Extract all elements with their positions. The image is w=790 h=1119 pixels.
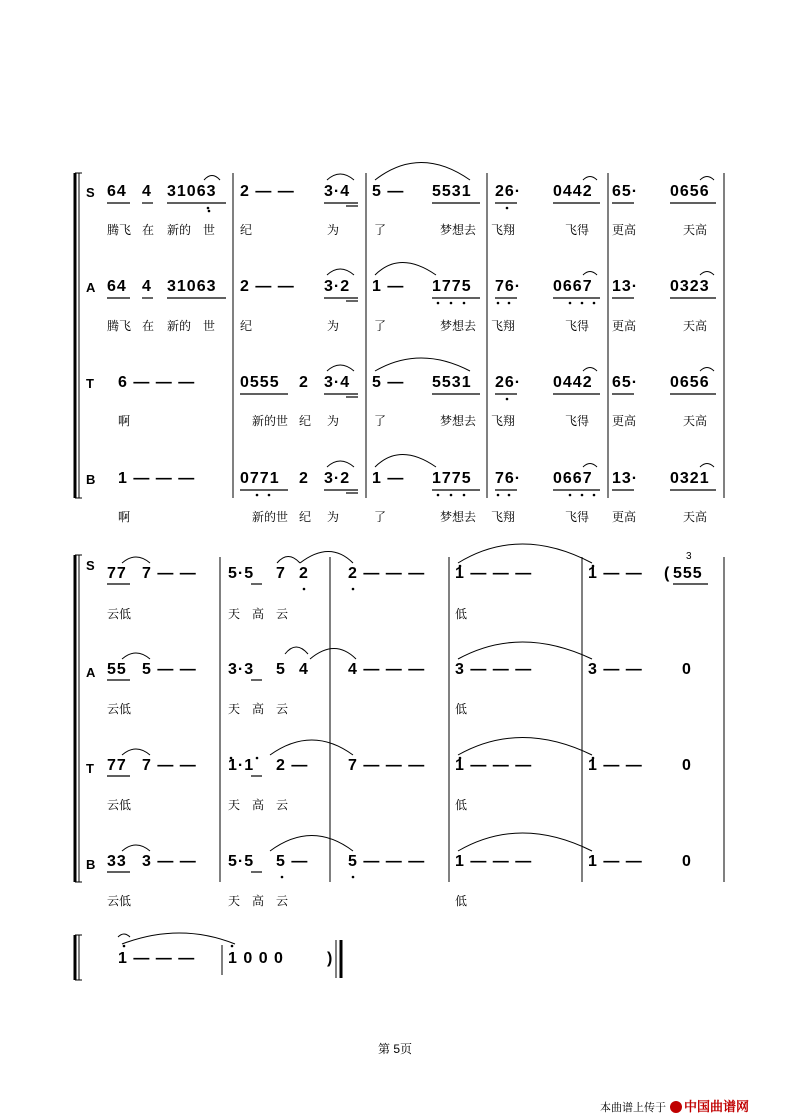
note-group: 3 — — [142, 853, 197, 870]
lyric: 梦想去 [440, 319, 477, 333]
lyric: 飞翔 [491, 319, 516, 333]
note-group: 64 [107, 278, 127, 295]
note-group: 1775 [432, 278, 472, 295]
lyric: 飞得 [565, 223, 590, 237]
lyric: 天高 [683, 319, 708, 333]
lyric: 为 [327, 319, 340, 333]
note-group: 65· [612, 374, 639, 391]
part-label-soprano: S [86, 558, 95, 573]
system2-brace [75, 555, 82, 882]
system1-brace [75, 173, 82, 498]
note-group: 1 — [372, 278, 405, 295]
note-group: 76· [495, 470, 522, 487]
lyric: 为 [327, 414, 340, 428]
note-group: 1 — — [588, 757, 643, 774]
note-group: 7 — — [142, 757, 197, 774]
lyric: 了 [374, 414, 387, 428]
note-group: 1775 [432, 470, 472, 487]
part-label-bass: B [86, 472, 96, 487]
note-group: 3 — — — [455, 661, 533, 678]
note-group: 5 [276, 661, 286, 678]
system3-slurs [118, 933, 235, 944]
note-group: 77 [107, 565, 127, 582]
lyric: 了 [374, 319, 387, 333]
lyric: 飞翔 [491, 223, 516, 237]
note-group: 31063 [167, 278, 217, 295]
lyric: 低 [455, 702, 468, 716]
lyric: 啊 [118, 414, 131, 428]
note-group: 0656 [670, 374, 710, 391]
lyric: 天 [228, 894, 241, 908]
lyric: 云低 [107, 702, 132, 716]
note-group: 1 — — — [118, 470, 196, 487]
note-group: 5 — [372, 183, 405, 200]
lyric: 啊 [118, 510, 131, 524]
part-label-soprano: S [86, 185, 95, 200]
note-group: 3 — — [588, 661, 643, 678]
lyric: 新的世 [252, 510, 289, 524]
note-group: 1 — — [588, 853, 643, 870]
note-group: 1 — — [588, 565, 643, 582]
note-group: 0667 [553, 470, 593, 487]
note-group: 2 [299, 374, 309, 391]
note-group: 5 — — — [348, 853, 426, 870]
lyric: 飞得 [565, 414, 590, 428]
note-group: 33 [107, 853, 127, 870]
system2-barlines [220, 557, 724, 882]
note-group: 1 — — — [455, 565, 533, 582]
lyric: 天高 [683, 510, 708, 524]
note-group: 5 — [372, 374, 405, 391]
note-group: 7 [276, 565, 286, 582]
note-group: 13· [612, 278, 639, 295]
note-group: 0323 [670, 278, 710, 295]
note-group: 64 [107, 183, 127, 200]
lyric: 云低 [107, 798, 132, 812]
note-group: 26· [495, 374, 522, 391]
note-group: 2 — — [240, 278, 295, 295]
part-label-alto: A [86, 280, 96, 295]
lyric: 高 [252, 894, 265, 908]
lyric: 腾飞 [107, 223, 132, 237]
lyric: 云 [276, 798, 289, 812]
system3-brace [75, 935, 82, 980]
note-group: 31063 [167, 183, 217, 200]
lyric: 天高 [683, 414, 708, 428]
note-group: 1·1 [228, 757, 255, 774]
lyric: 云低 [107, 607, 132, 621]
lyric: 低 [455, 894, 468, 908]
note-group: 76· [495, 278, 522, 295]
lyric: 高 [252, 798, 265, 812]
system3-dots [123, 945, 234, 948]
note-group: 2 [299, 470, 309, 487]
system1-octave-dots [207, 207, 596, 497]
footer-prefix: 本曲谱上传于 [600, 1102, 666, 1114]
footer [600, 1096, 749, 1115]
note-group: 4 [142, 183, 152, 200]
lyric: 飞翔 [491, 414, 516, 428]
note-group: 3·3 [228, 661, 255, 678]
note-group: 26· [495, 183, 522, 200]
lyric: 了 [374, 510, 387, 524]
system2-slurs [122, 544, 592, 851]
note-group: 65· [612, 183, 639, 200]
lyric: 梦想去 [440, 414, 477, 428]
lyric: 为 [327, 223, 340, 237]
note-group: 0555 [240, 374, 280, 391]
lyric: 新的世 [252, 414, 289, 428]
note-group: 3·4 [324, 183, 351, 200]
system2-underlines [107, 584, 708, 872]
part-label-tenor: T [86, 376, 94, 391]
note-group: 2 [299, 565, 309, 582]
note-group: 1 — [372, 470, 405, 487]
note-group: 0442 [553, 374, 593, 391]
note-group: 5 — — [142, 661, 197, 678]
system1-underlines [107, 203, 716, 493]
lyric: 天 [228, 607, 241, 621]
triplet-mark: 3 [686, 551, 692, 562]
lyric: 了 [374, 223, 387, 237]
lyric: 低 [455, 798, 468, 812]
note-group: 4 [299, 661, 309, 678]
lyric: 世 [203, 223, 216, 237]
lyric: 腾飞 [107, 319, 132, 333]
note-group: 0 [682, 853, 692, 870]
note-group: 1 0 0 0 [228, 950, 284, 967]
note-group: 7 — — [142, 565, 197, 582]
lyric: 更高 [612, 319, 637, 333]
note-group: 13· [612, 470, 639, 487]
note-group: 0 [682, 661, 692, 678]
note-group: 6 — — — [118, 374, 196, 391]
note-group: 55 [107, 661, 127, 678]
lyric: 梦想去 [440, 510, 477, 524]
note-group: 2 — — — [348, 565, 426, 582]
note-group: 3·2 [324, 278, 351, 295]
note-group: ) [327, 950, 334, 967]
part-label-tenor: T [86, 761, 94, 776]
note-group: 2 — [276, 757, 309, 774]
note-group: 5531 [432, 183, 472, 200]
page-number: 第 5页 [377, 1042, 412, 1056]
note-group: 1 — — — [455, 757, 533, 774]
lyric: 飞翔 [491, 510, 516, 524]
lyric: 飞得 [565, 319, 590, 333]
lyric: 新的 [167, 319, 192, 333]
note-group: 1 — — — [455, 853, 533, 870]
note-group: 555 [673, 565, 703, 582]
lyric: 云 [276, 894, 289, 908]
note-group: 5 — [276, 853, 309, 870]
lyric: 为 [327, 510, 340, 524]
lyric: 新的 [167, 223, 192, 237]
lyric: 纪 [299, 414, 312, 428]
part-label-alto: A [86, 665, 96, 680]
lyric: 更高 [612, 414, 637, 428]
note-group: 4 — — — [348, 661, 426, 678]
lyric: 天高 [683, 223, 708, 237]
lyric: 更高 [612, 223, 637, 237]
lyric: 更高 [612, 510, 637, 524]
note-group: 5531 [432, 374, 472, 391]
note-group: 7 — — — [348, 757, 426, 774]
lyric: 在 [142, 319, 155, 333]
lyric: 云 [276, 607, 289, 621]
note-group: 5·5 [228, 853, 255, 870]
note-group: 1 — — — [118, 950, 196, 967]
note-group: 5·5 [228, 565, 255, 582]
lyric: 世 [203, 319, 216, 333]
lyric: 天 [228, 702, 241, 716]
system1-barlines [233, 173, 724, 498]
lyric: 低 [455, 607, 468, 621]
lyric: 纪 [240, 319, 253, 333]
lyric: 高 [252, 607, 265, 621]
note-group: 0656 [670, 183, 710, 200]
note-group: 77 [107, 757, 127, 774]
lyric: 云 [276, 702, 289, 716]
lyric: 云低 [107, 894, 132, 908]
note-group: 0667 [553, 278, 593, 295]
lyric: 在 [142, 223, 155, 237]
note-group: 3·2 [324, 470, 351, 487]
note-group: 0442 [553, 183, 593, 200]
note-group: ( [664, 565, 671, 582]
footer-site-link[interactable]: 中国曲谱网 [684, 1099, 750, 1114]
lyric: 高 [252, 702, 265, 716]
note-group: 4 [142, 278, 152, 295]
lyric: 纪 [240, 223, 253, 237]
site-logo-icon [670, 1101, 682, 1113]
note-group: 0771 [240, 470, 280, 487]
lyric: 梦想去 [440, 223, 477, 237]
note-group: 0 [682, 757, 692, 774]
lyric: 纪 [299, 510, 312, 524]
lyric: 飞得 [565, 510, 590, 524]
note-group: 3·4 [324, 374, 351, 391]
note-group: 0321 [670, 470, 710, 487]
note-group: 2 — — [240, 183, 295, 200]
lyric: 天 [228, 798, 241, 812]
part-label-bass: B [86, 857, 96, 872]
